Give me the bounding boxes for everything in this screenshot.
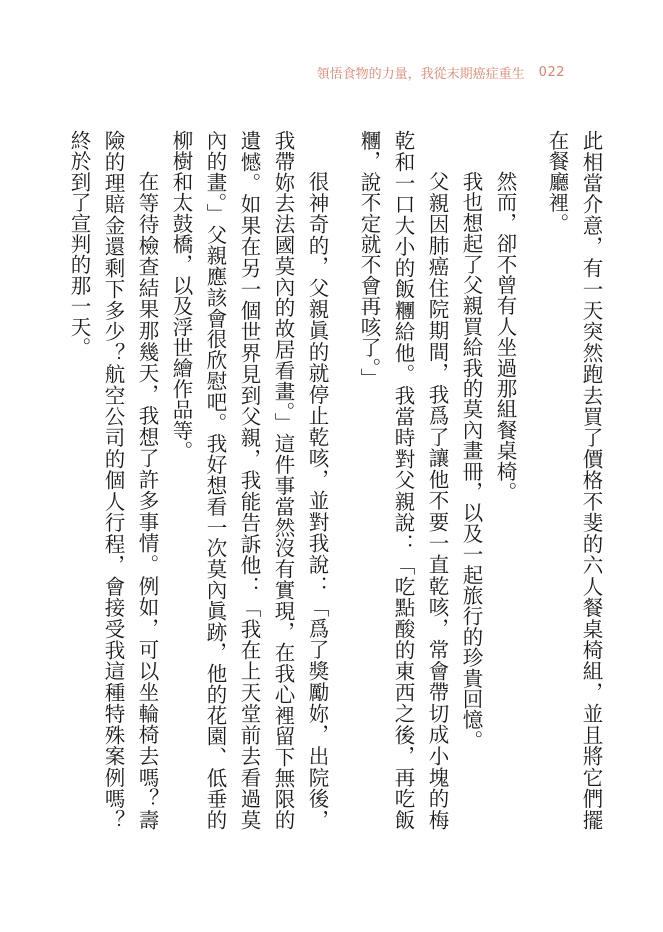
- paragraph: 很神奇的，父親眞的就停止乾咳，並對我說：「爲了獎勵妳，出院後，我帶妳去法國莫內的故居看畫。」這件事當然沒有實現，在我心裡留下無限的遺憾。如果在另一個世界見到父親，我能告訴他：「我在上天堂前去看過莫內的畫。」父親應該會很欣慰吧。我好想看一次莫內眞跡，他的花園、低垂的柳樹和太鼓橋，以及浮世繪作品等。: [169, 130, 329, 830]
- paragraph-spacer: [334, 130, 352, 830]
- book-title: 領悟食物的力量，我從末期癌症重生: [316, 66, 525, 82]
- paragraph-spacer: [522, 130, 540, 830]
- paragraph: 在等待檢查結果那幾天，我想了許多事情。例如，可以坐輪椅去嗎？壽險的理賠金還剩下多少？航空公司的個人行程，會接受我這種特殊案例嗎？終於到了宣判的那一天。: [67, 130, 159, 830]
- running-header: [317, 62, 565, 82]
- paragraph-continued: 此相當介意，有一天突然跑去買了價格不斐的六人餐桌椅組，並且將它們擺在餐廳裡。: [545, 130, 603, 830]
- paragraph: 父親因肺癌住院期間，我爲了讓他不要一直乾咳，常會帶切成小塊的梅乾和一口大小的飯糰給他。我當時對父親說：「吃點酸的東西之後，再吃飯糰，說不定就不會再咳了。」: [357, 130, 449, 830]
- paragraph: 然而，卻不曾有人坐過那組餐桌椅。: [493, 171, 517, 503]
- page-number: 022: [538, 64, 565, 80]
- vertical-body-text: [62, 130, 608, 830]
- paragraph: 我也想起了父親買給我的莫內畫冊，以及一起旅行的珍貴回憶。: [459, 171, 483, 751]
